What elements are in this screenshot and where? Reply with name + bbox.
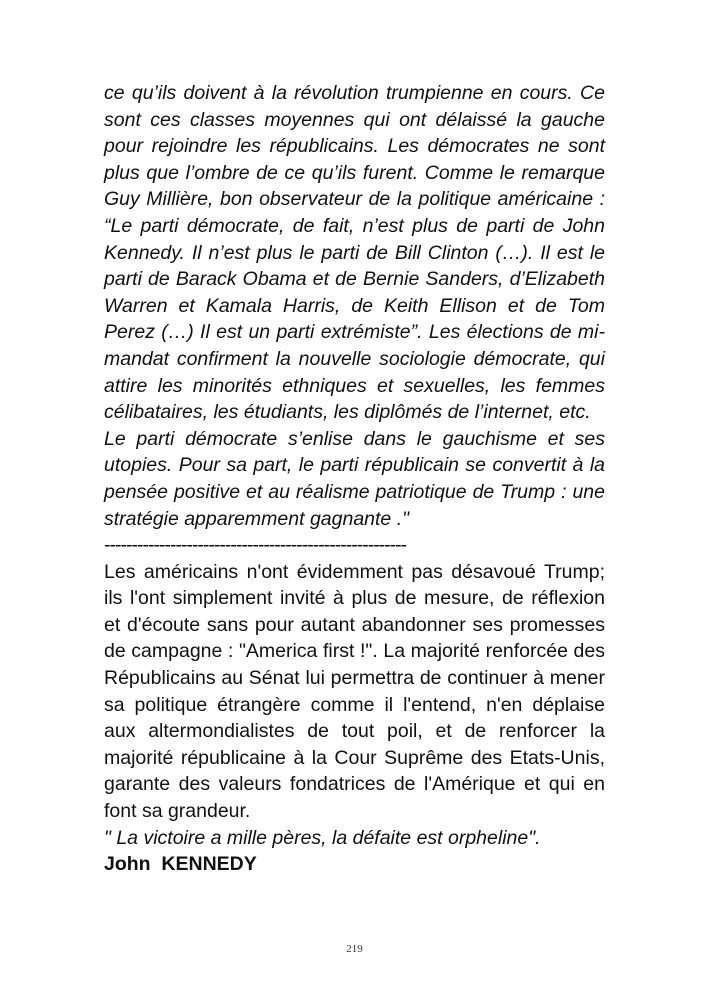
- page-number: 219: [346, 943, 363, 955]
- quote-paragraph-1: ce qu’ils doivent à la révolution trumpienne en cours. Ce sont ces classes moyennes qui ont délaissé la gauche pour rejoindre les républicains. Les démocrates ne sont plus que l’ombre de ce qu’ils furent. Comme le remarque Guy Millière, bon observateur de la politique américaine : “Le parti démocrate, de fait, n’est plus de parti de John Kennedy. Il n’est plus le parti de Bill Clinton (…). Il est le parti de Barack Obama et de Bernie Sanders, d’Elizabeth Warren et Kamala Harris, de Keith Ellison et de Tom Perez (…) Il est un parti extrémiste”. Les élections de mi-mandat confirment la nouvelle sociologie démocrate, qui attire les minorités ethniques et sexuelles, les femmes célibataires, les étudiants, les diplômés de l’internet, etc.: [104, 82, 605, 424]
- page-content: [104, 80, 605, 878]
- commentary-paragraph: Les américains n'ont évidemment pas désavoué Trump; ils l'ont simplement invité à plus de mesure, de réflexion et d'écoute sans pour autant abandonner ses promesses de campagne : "America first !". La majorité renforcée des Républicains au Sénat lui permettra de continuer à mener sa politique étrangère comme il l'entend, n'en déplaise aux altermondialistes de tout poil, et de renforcer la majorité républicaine à la Cour Suprême des Etats-Unis, garante des valeurs fondatrices de l'Amérique et qui en font sa grandeur.: [104, 560, 605, 823]
- quoted-article: [104, 80, 605, 532]
- quote-attribution: John KENNEDY: [104, 853, 257, 876]
- section-separator: -------------------------------------------------------: [104, 534, 407, 557]
- closing-quote: " La victoire a mille pères, la défaite est orpheline".: [104, 826, 541, 849]
- quote-paragraph-2: Le parti démocrate s’enlise dans le gauchisme et ses utopies. Pour sa part, le parti républicain se convertit à la pensée positive et au réalisme patriotique de Trump : une stratégie apparemment gagnante .": [104, 427, 605, 530]
- author-commentary: [104, 559, 605, 825]
